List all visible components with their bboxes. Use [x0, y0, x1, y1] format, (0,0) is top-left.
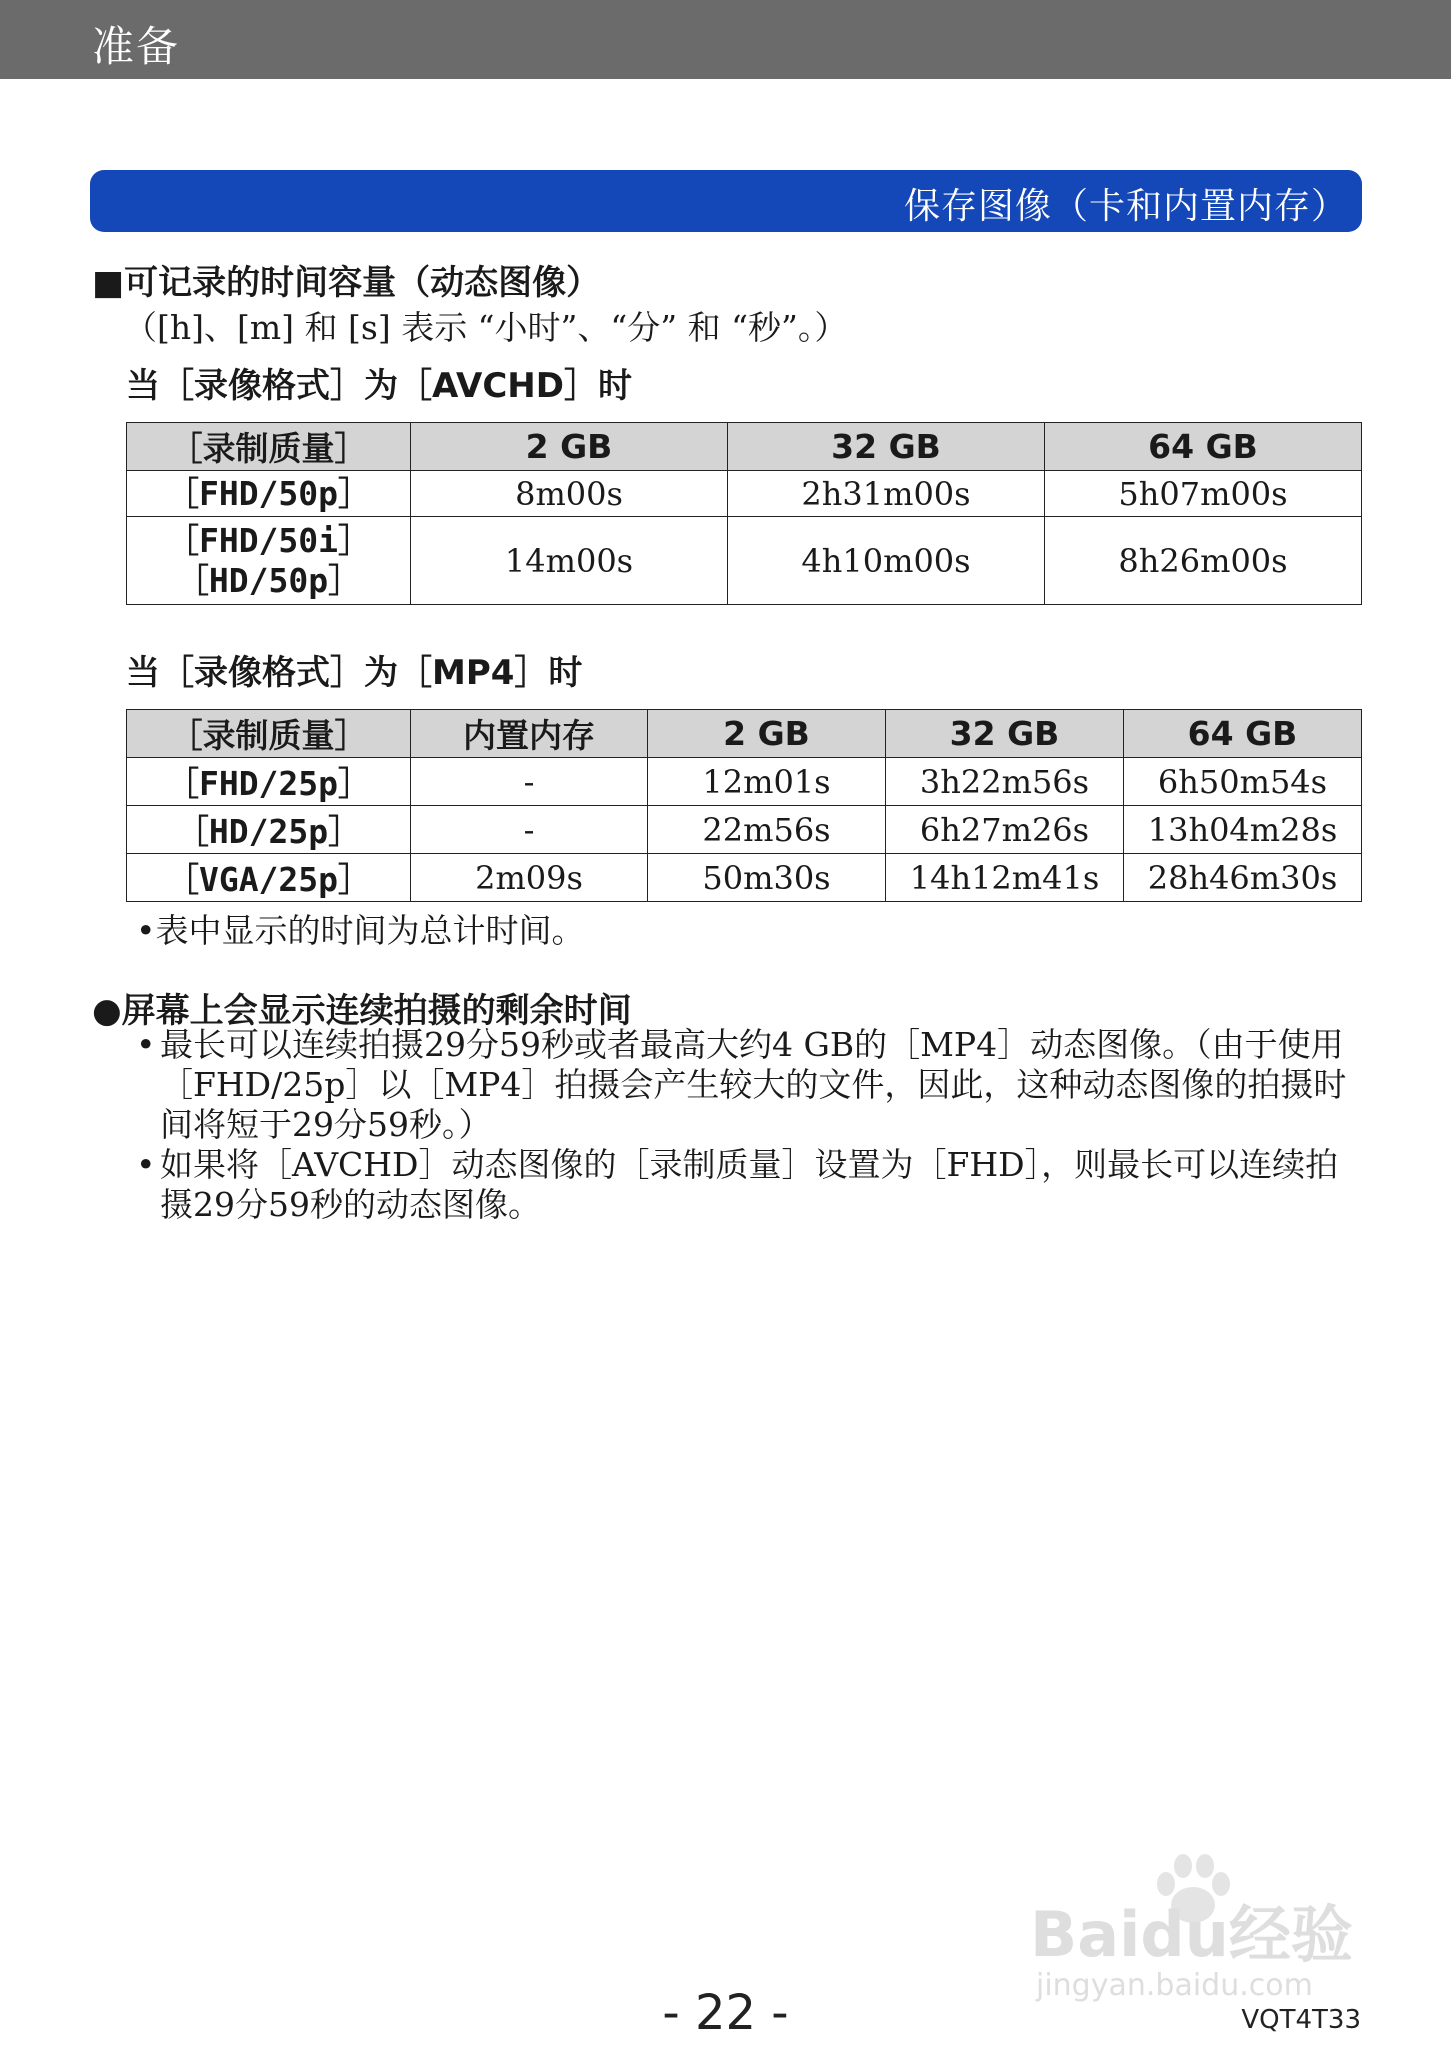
bullet-marker: •	[136, 1145, 156, 1184]
quality-label: ［HD/50p］	[175, 560, 362, 600]
header-cell: ［录制质量］	[127, 710, 411, 758]
time-cell: -	[411, 758, 648, 806]
time-cell: 8h26m00s	[1045, 517, 1362, 605]
header-cell: 内置内存	[411, 710, 648, 758]
remaining-time-heading: ●屏幕上会显示连续拍摄的剩余时间	[92, 991, 632, 1031]
quality-cell: ［HD/25p］	[127, 806, 411, 854]
time-cell: 5h07m00s	[1045, 471, 1362, 517]
header-bar	[0, 0, 1451, 79]
header-cell: 2 GB	[411, 423, 728, 471]
unit-legend: （[h]、[m] 和 [s] 表示 “小时”、“分” 和 “秒”。）	[124, 308, 848, 347]
quality-label: ［FHD/50p］	[165, 473, 372, 513]
time-cell: 50m30s	[648, 854, 886, 902]
table-header-row	[127, 423, 1362, 471]
watermark-site: jingyan.baidu.com	[1036, 1968, 1313, 2003]
time-cell: 4h10m00s	[728, 517, 1045, 605]
time-cell: 6h50m54s	[1124, 758, 1362, 806]
document-code: VQT4T33	[1241, 2005, 1361, 2035]
list-item	[136, 1145, 1356, 1225]
table-row	[127, 854, 1362, 902]
capacity-heading: ■可记录的时间容量（动态图像）	[92, 263, 601, 303]
time-cell: 8m00s	[411, 471, 728, 517]
time-cell: 14h12m41s	[886, 854, 1124, 902]
header-cell: ［录制质量］	[127, 423, 411, 471]
table-row	[127, 806, 1362, 854]
table-header-row	[127, 710, 1362, 758]
time-cell: 14m00s	[411, 517, 728, 605]
time-cell: 2m09s	[411, 854, 648, 902]
time-cell: 6h27m26s	[886, 806, 1124, 854]
avchd-table	[126, 422, 1362, 605]
bullet-text: 最长可以连续拍摄29分59秒或者最高大约4 GB的［MP4］动态图像。（由于使用［FHD/25p］以［MP4］拍摄会产生较大的文件，因此，这种动态图像的拍摄时间将短于29分59秒。）	[160, 1025, 1347, 1144]
time-cell: 22m56s	[648, 806, 886, 854]
table-row	[127, 471, 1362, 517]
table-row	[127, 758, 1362, 806]
watermark-brand: Baidu经验	[1030, 1898, 1353, 1971]
time-cell: 3h22m56s	[886, 758, 1124, 806]
mp4-table	[126, 709, 1362, 902]
avchd-condition: 当［录像格式］为［AVCHD］时	[126, 366, 632, 406]
header-cell: 2 GB	[648, 710, 886, 758]
chapter-title: 准备	[92, 22, 181, 71]
header-cell: 32 GB	[886, 710, 1124, 758]
header-cell: 64 GB	[1045, 423, 1362, 471]
bullet-marker: •	[136, 1025, 156, 1064]
table-note: •表中显示的时间为总计时间。	[136, 911, 585, 950]
list-item	[136, 1025, 1356, 1145]
quality-cell: ［VGA/25p］	[127, 854, 411, 902]
quality-cell: ［FHD/25p］	[127, 758, 411, 806]
quality-cell	[127, 517, 411, 605]
time-cell: 13h04m28s	[1124, 806, 1362, 854]
page-number: - 22 -	[662, 1985, 789, 2041]
section-title: 保存图像（卡和内置内存）	[903, 186, 1348, 227]
bullet-text: 如果将［AVCHD］动态图像的［录制质量］设置为［FHD］，则最长可以连续拍摄29分59秒的动态图像。	[160, 1145, 1339, 1224]
header-cell: 32 GB	[728, 423, 1045, 471]
time-cell: -	[411, 806, 648, 854]
mp4-condition: 当［录像格式］为［MP4］时	[126, 653, 583, 693]
quality-cell	[127, 471, 411, 517]
time-cell: 12m01s	[648, 758, 886, 806]
quality-label: ［FHD/50i］	[165, 520, 372, 560]
header-cell: 64 GB	[1124, 710, 1362, 758]
time-cell: 28h46m30s	[1124, 854, 1362, 902]
time-cell: 2h31m00s	[728, 471, 1045, 517]
section-banner	[90, 170, 1362, 232]
table-row	[127, 517, 1362, 605]
